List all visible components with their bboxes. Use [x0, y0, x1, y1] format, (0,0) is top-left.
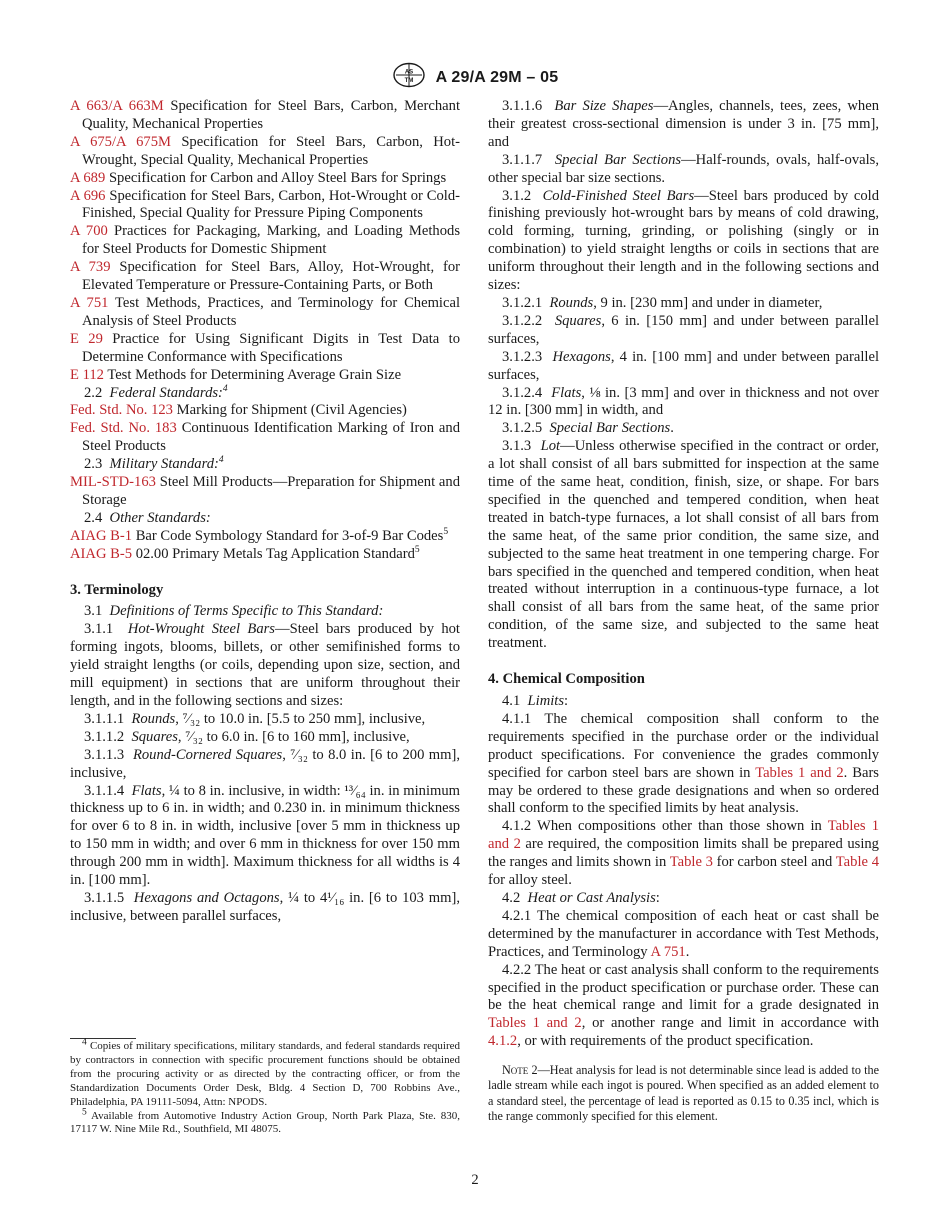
reference-link[interactable]: A 739 — [70, 259, 111, 276]
note-2: Note 2—Heat analysis for lead is not determinable since lead is added to the ladle stream while each ingot is poured. When specified as an added element to a standard steel, the percentage of lead is reported as 0.15 to 0.35 incl, which is the range commonly specified for this element. — [488, 1063, 879, 1123]
section-4-title: 4. Chemical Composition — [488, 671, 645, 688]
paragraph-4-2-2: 4.2.2 The heat or cast analysis shall conform to the requirements specified in the product specification or purchase order. These can be the heat chemical range and limit for a grade designated in Tables 1 and 2, or another range and limit in accordance with 4.1.2, or with requirements of the product specification. — [488, 961, 880, 1050]
reference-e29: E 29 Practice for Using Significant Digits in Test Data to Determine Conformance with Specifications — [70, 330, 460, 365]
paragraph-3-1-1-5: 3.1.1.5 Hexagons and Octagons, ¼ to 4¹⁄₁₆ in. [6 to 103 mm], inclusive, between parallel surfaces, — [70, 889, 460, 924]
paragraph-3-1-1-6: 3.1.1.6 Bar Size Shapes—Angles, channels, tees, zees, when their greatest cross-sectional dimension is under 3 in. [75 mm], and — [488, 98, 880, 150]
paragraph-4-2: 4.2 Heat or Cast Analysis: — [502, 889, 660, 906]
paragraph-3-1: 3.1 Definitions of Terms Specific to This Standard: — [84, 603, 384, 620]
table-link[interactable]: Tables 1 and 2 — [755, 764, 844, 781]
paragraph-3-1-2: 3.1.2 Cold-Finished Steel Bars—Steel bars produced by cold finishing previously hot-wrought bars by means of cold drawing, cold forming, turning, grinding, or polishing (singly or in combination) to yield straight lengths or coils in sections that are uniform throughout their length and in the following sections and sizes: — [488, 187, 880, 294]
section-3-title: 3. Terminology — [70, 581, 164, 598]
reference-link[interactable]: A 751 — [650, 943, 686, 960]
page-number: 2 — [471, 1172, 479, 1188]
reference-link[interactable]: Fed. Std. No. 123 — [70, 402, 173, 419]
reference-e112: E 112 Test Methods for Determining Average Grain Size — [70, 366, 402, 383]
page-header — [0, 62, 950, 93]
reference-link[interactable]: A 700 — [70, 223, 108, 240]
reference-link[interactable]: A 751 — [70, 294, 109, 311]
paragraph-3-1-2-1: 3.1.2.1 Rounds, 9 in. [230 mm] and under in diameter, — [502, 294, 823, 311]
paragraph-3-1-1-4: 3.1.1.4 Flats, ¼ to 8 in. inclusive, in width: ¹³⁄₆₄ in. in minimum thickness up to 6 in. in width; and 0.230 in. in minimum thickness for over 6 to 8 in. in width, inclusive [over 5 mm in thickness up to 150 mm in width; and over 6 mm in thickness for over 150 mm through 200 mm in width]. Maximum thickness for all widths is 4 in. [100 mm]. — [70, 782, 461, 889]
reference-a663: A 663/A 663M Specification for Steel Bars, Carbon, Merchant Quality, Mechanical Properties — [70, 98, 460, 132]
standard-designation: A 29/A 29M – 05 — [435, 68, 559, 86]
paragraph-3-1-2-4: 3.1.2.4 Flats, ⅛ in. [3 mm] and over in thickness and not over 12 in. [300 mm] in width, and — [488, 384, 880, 419]
reference-a675: A 675/A 675M Specification for Steel Bars, Carbon, Hot-Wrought, Special Quality, Mechanical Properties — [70, 133, 460, 168]
reference-link[interactable]: A 675/A 675M — [70, 133, 171, 150]
footnote-divider — [70, 1038, 136, 1039]
reference-a739: A 739 Specification for Steel Bars, Alloy, Hot-Wrought, for Elevated Temperature or Pressure-Containing Parts, or Both — [70, 259, 461, 294]
reference-link[interactable]: A 663/A 663M — [70, 98, 164, 114]
footnote-4: 4 Copies of military specifications, military standards, and federal standards required by contractors in connection with specific procurement functions should be obtained from the procuring activity or as directed by the contracting officer, or from the Standardization Documents Order Desk, Bldg. 4 Section D, 700 Robbins Ave., Philadelphia, PA 19111-5094, Attn: NPODS. — [70, 1037, 461, 1108]
reference-mil-std-163: MIL-STD-163 Steel Mill Products—Preparation for Shipment and Storage — [70, 474, 460, 508]
reference-link[interactable]: Fed. Std. No. 183 — [70, 420, 177, 437]
reference-link[interactable]: A 689 — [70, 169, 106, 186]
reference-aiag-b5: AIAG B-5 02.00 Primary Metals Tag Application Standard$^5$ — [70, 544, 420, 562]
reference-link[interactable]: E 112 — [70, 366, 104, 383]
paragraph-3-1-1-2: 3.1.1.2 Squares, ⁷⁄₃₂ to 6.0 in. [6 to 160 mm], inclusive, — [84, 728, 410, 745]
section-link[interactable]: 4.1.2 — [488, 1033, 518, 1050]
table-link[interactable]: Table 4 — [835, 854, 879, 871]
reference-fed-123: Fed. Std. No. 123 Marking for Shipment (Civil Agencies) — [70, 402, 407, 419]
astm-logo-icon — [392, 62, 426, 93]
svg-text:TM: TM — [404, 78, 413, 84]
paragraph-3-1-1-1: 3.1.1.1 Rounds, ⁷⁄₃₂ to 10.0 in. [5.5 to 250 mm], inclusive, — [84, 710, 426, 727]
paragraph-3-1-1-3: 3.1.1.3 Round-Cornered Squares, ⁷⁄₃₂ to 8.0 in. [6 to 200 mm], inclusive, — [70, 746, 460, 781]
paragraph-3-1-2-3: 3.1.2.3 Hexagons, 4 in. [100 mm] and under between parallel surfaces, — [488, 348, 879, 383]
reference-fed-183: Fed. Std. No. 183 Continuous Identification Marking of Iron and Steel Products — [70, 420, 460, 455]
reference-a696: A 696 Specification for Steel Bars, Carbon, Hot-Wrought or Cold-Finished, Special Quality for Pressure Piping Components — [70, 187, 460, 222]
reference-a751: A 751 Test Methods, Practices, and Terminology for Chemical Analysis of Steel Products — [70, 294, 460, 329]
reference-aiag-b1: AIAG B-1 Bar Code Symbology Standard for 3-of-9 Bar Codes$^5$ — [70, 526, 449, 544]
table-link[interactable]: Tables 1 and 2 — [488, 818, 879, 853]
reference-link[interactable]: AIAG B-1 — [70, 527, 133, 544]
paragraph-3-1-2-5: 3.1.2.5 Special Bar Sections. — [502, 420, 674, 437]
right-column — [488, 98, 879, 1124]
svg-text:AS: AS — [404, 69, 413, 76]
paragraph-4-2-1: 4.2.1 The chemical composition of each heat or cast shall be determined by the manufacturer in accordance with Test Methods, Practices, and Terminology A 751. — [488, 907, 879, 960]
reference-link[interactable]: AIAG B-5 — [70, 545, 133, 562]
paragraph-3-1-2-2: 3.1.2.2 Squares, 6 in. [150 mm] and under between parallel surfaces, — [488, 312, 879, 347]
subsection-2-2: 2.2 Federal Standards:$^4$ — [84, 383, 228, 401]
table-link[interactable]: Table 3 — [669, 854, 713, 871]
paragraph-4-1-1: 4.1.1 The chemical composition shall conform to the requirements specified in the purchase order or the individual product specifications. For convenience the grades commonly specified for carbon steel bars are shown in Tables 1 and 2. Bars may be ordered to these grade designations and when so ordered shall conform to the specified limits by heat analysis. — [488, 710, 879, 817]
reference-a689: A 689 Specification for Carbon and Alloy Steel Bars for Springs — [70, 169, 447, 186]
reference-link[interactable]: MIL-STD-163 — [70, 474, 156, 491]
subsection-2-4: 2.4 Other Standards: — [84, 509, 211, 526]
table-link[interactable]: Tables 1 and 2 — [488, 1015, 582, 1032]
left-column — [70, 98, 460, 926]
reference-a700: A 700 Practices for Packaging, Marking, and Loading Methods for Steel Products for Domestic Shipment — [70, 223, 460, 258]
reference-link[interactable]: A 696 — [70, 187, 106, 204]
paragraph-3-1-1-7: 3.1.1.7 Special Bar Sections—Half-rounds, ovals, half-ovals, other special bar size sections. — [488, 151, 879, 186]
paragraph-3-1-3: 3.1.3 Lot—Unless otherwise specified in the contract or order, a lot shall consist of all bars submitted for inspection at the same time of the same heat, condition, finish, size, or shape. For bars specified in the quenched and tempered condition, when heat treated in batch-type furnaces, a lot shall consist of all bars from the same heat, of the same prior condition, the same size, and subjected to the same heat treatment in one tempering charge. For bars specified in the quenched and tempered condition, when heat treated without interruption in a continuous-type furnace, a lot shall consist of all bars from the same heat, of the same prior condition, of the same size, and subjected to the same heat treatment. — [488, 438, 880, 652]
paragraph-3-1-1: 3.1.1 Hot-Wrought Steel Bars—Steel bars produced by hot forming ingots, blooms, billets, or other semifinished forms to yield straight lengths (or coils, depending upon size, section, and mill equipment) in sections that are uniform throughout their length, and in the following sections and sizes: — [70, 621, 460, 709]
footnotes — [70, 1037, 461, 1137]
subsection-2-3: 2.3 Military Standard:$^4$ — [84, 455, 224, 473]
reference-link[interactable]: E 29 — [70, 330, 103, 347]
footnote-5: 5 Available from Automotive Industry Action Group, North Park Plaza, Ste. 830, 17117 W. Nine Mile Rd., Southfield, MI 48075. — [70, 1106, 460, 1136]
paragraph-4-1-2: 4.1.2 When compositions other than those shown in Tables 1 and 2 are required, the composition limits shall be prepared using the ranges and limits shown in Table 3 for carbon steel and Table 4 for alloy steel. — [488, 818, 879, 889]
paragraph-4-1: 4.1 Limits: — [502, 693, 569, 709]
